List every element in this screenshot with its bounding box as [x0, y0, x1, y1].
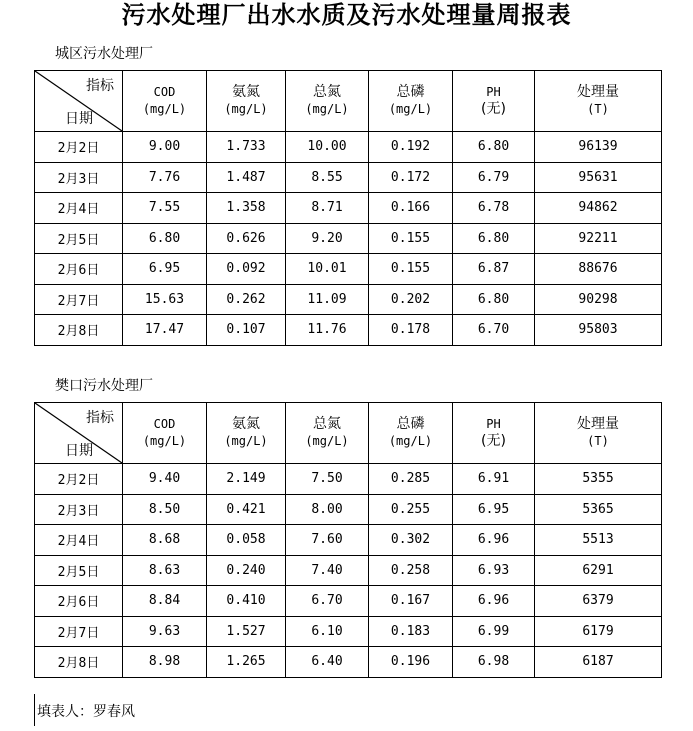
corner-header-cell	[35, 403, 123, 464]
header-text: 处理量	[577, 416, 619, 432]
value-cell: 1.358	[207, 193, 286, 224]
value-cell: 6.80	[453, 223, 535, 254]
value-cell: 0.240	[207, 555, 286, 586]
value-cell: 6.95	[453, 494, 535, 525]
value-cell: 0.092	[207, 254, 286, 285]
header-text: (mg/L)	[224, 434, 268, 448]
col-header-total-nitrogen	[286, 403, 369, 464]
table-row	[35, 555, 662, 586]
report-title: 污水处理厂出水水质及污水处理量周报表	[121, 0, 572, 29]
date-label: 日期	[65, 111, 93, 127]
date-cell: 2月5日	[35, 223, 123, 254]
header-text: (mg/L)	[142, 102, 187, 116]
header-text: 氨氮	[232, 416, 260, 432]
value-cell: 0.058	[207, 525, 286, 556]
table-row	[35, 254, 662, 285]
date-label: 日期	[65, 443, 93, 459]
value-cell: 94862	[535, 193, 662, 224]
plant-name-fankou: 樊口污水处理厂	[55, 378, 153, 394]
value-cell: 8.84	[123, 586, 207, 617]
header-text: (mg/L)	[388, 434, 433, 448]
value-cell: 6.70	[286, 586, 369, 617]
col-header-cod	[123, 71, 207, 132]
table-row	[35, 525, 662, 556]
table-row	[35, 284, 662, 315]
value-cell: 0.202	[369, 284, 453, 315]
header-text: (T)	[587, 434, 609, 448]
table-row	[35, 647, 662, 678]
value-cell: 8.98	[123, 647, 207, 678]
footer-divider	[34, 694, 35, 726]
header-text: (mg/L)	[142, 434, 187, 448]
value-cell: 6.96	[453, 525, 535, 556]
value-cell: 0.172	[369, 162, 453, 193]
value-cell: 0.258	[369, 555, 453, 586]
value-cell: 90298	[535, 284, 662, 315]
value-cell: 8.71	[286, 193, 369, 224]
col-header-volume	[535, 71, 662, 132]
water-quality-table-fankou	[34, 402, 662, 678]
value-cell: 1.487	[207, 162, 286, 193]
value-cell: 15.63	[123, 284, 207, 315]
value-cell: 6187	[535, 647, 662, 678]
col-header-ammonia	[207, 403, 286, 464]
header-text: 总磷	[396, 84, 425, 100]
value-cell: 0.421	[207, 494, 286, 525]
value-cell: 5365	[535, 494, 662, 525]
value-cell: 6.10	[286, 616, 369, 647]
value-cell: 95803	[535, 315, 662, 346]
header-text: 氨氮	[232, 84, 260, 100]
col-header-ph	[453, 71, 535, 132]
value-cell: 0.167	[369, 586, 453, 617]
date-cell: 2月7日	[35, 616, 123, 647]
value-cell: 17.47	[123, 315, 207, 346]
value-cell: 9.40	[123, 464, 207, 495]
water-quality-table-chengqu	[34, 70, 662, 346]
value-cell: 92211	[535, 223, 662, 254]
value-cell: 6.80	[453, 132, 535, 163]
value-cell: 6.99	[453, 616, 535, 647]
header-text: COD	[153, 85, 176, 99]
col-header-cod	[123, 403, 207, 464]
filled-by-signature: 填表人：罗春风	[37, 704, 135, 720]
value-cell: 6.40	[286, 647, 369, 678]
table-row	[35, 586, 662, 617]
value-cell: 8.63	[123, 555, 207, 586]
value-cell: 6291	[535, 555, 662, 586]
value-cell: 96139	[535, 132, 662, 163]
value-cell: 5355	[535, 464, 662, 495]
table-header-row	[35, 403, 662, 464]
value-cell: 11.76	[286, 315, 369, 346]
date-cell: 2月2日	[35, 132, 123, 163]
table-row	[35, 616, 662, 647]
col-header-total-phosphorus	[369, 71, 453, 132]
value-cell: 0.255	[369, 494, 453, 525]
value-cell: 7.40	[286, 555, 369, 586]
value-cell: 0.302	[369, 525, 453, 556]
value-cell: 5513	[535, 525, 662, 556]
value-cell: 6.91	[453, 464, 535, 495]
corner-header-cell	[35, 71, 123, 132]
col-header-total-phosphorus	[369, 403, 453, 464]
header-text: (mg/L)	[224, 102, 268, 116]
header-text: 总氮	[313, 84, 341, 100]
col-header-volume	[535, 403, 662, 464]
value-cell: 9.00	[123, 132, 207, 163]
table-header-row	[35, 71, 662, 132]
header-text: (无)	[481, 433, 506, 449]
value-cell: 10.01	[286, 254, 369, 285]
date-cell: 2月8日	[35, 647, 123, 678]
value-cell: 0.183	[369, 616, 453, 647]
table-row	[35, 193, 662, 224]
value-cell: 0.166	[369, 193, 453, 224]
value-cell: 0.107	[207, 315, 286, 346]
value-cell: 8.50	[123, 494, 207, 525]
value-cell: 6.98	[453, 647, 535, 678]
value-cell: 0.155	[369, 254, 453, 285]
header-text: (mg/L)	[305, 102, 349, 116]
value-cell: 9.63	[123, 616, 207, 647]
date-cell: 2月3日	[35, 494, 123, 525]
value-cell: 10.00	[286, 132, 369, 163]
value-cell: 0.155	[369, 223, 453, 254]
value-cell: 0.626	[207, 223, 286, 254]
col-header-ph	[453, 403, 535, 464]
value-cell: 7.76	[123, 162, 207, 193]
date-cell: 2月6日	[35, 254, 123, 285]
header-text: COD	[153, 417, 176, 431]
indicator-label: 指标	[86, 410, 114, 426]
col-header-total-nitrogen	[286, 71, 369, 132]
header-text: (mg/L)	[305, 434, 349, 448]
plant-name-chengqu: 城区污水处理厂	[55, 46, 153, 62]
value-cell: 11.09	[286, 284, 369, 315]
value-cell: 8.68	[123, 525, 207, 556]
header-text: (T)	[587, 102, 609, 116]
value-cell: 0.410	[207, 586, 286, 617]
header-text: (mg/L)	[388, 102, 433, 116]
value-cell: 0.178	[369, 315, 453, 346]
value-cell: 1.265	[207, 647, 286, 678]
value-cell: 8.55	[286, 162, 369, 193]
value-cell: 6.70	[453, 315, 535, 346]
date-cell: 2月3日	[35, 162, 123, 193]
value-cell: 6.78	[453, 193, 535, 224]
date-cell: 2月2日	[35, 464, 123, 495]
value-cell: 9.20	[286, 223, 369, 254]
value-cell: 0.192	[369, 132, 453, 163]
col-header-ammonia	[207, 71, 286, 132]
table-row	[35, 132, 662, 163]
date-cell: 2月4日	[35, 193, 123, 224]
value-cell: 8.00	[286, 494, 369, 525]
date-cell: 2月7日	[35, 284, 123, 315]
value-cell: 6.87	[453, 254, 535, 285]
value-cell: 2.149	[207, 464, 286, 495]
header-text: 总磷	[396, 416, 425, 432]
value-cell: 7.55	[123, 193, 207, 224]
date-cell: 2月4日	[35, 525, 123, 556]
value-cell: 95631	[535, 162, 662, 193]
value-cell: 7.50	[286, 464, 369, 495]
header-text: PH	[486, 85, 501, 99]
value-cell: 6179	[535, 616, 662, 647]
header-text: (无)	[481, 101, 506, 117]
value-cell: 7.60	[286, 525, 369, 556]
table-row	[35, 464, 662, 495]
header-text: 处理量	[577, 84, 619, 100]
value-cell: 88676	[535, 254, 662, 285]
value-cell: 6.93	[453, 555, 535, 586]
table-row	[35, 223, 662, 254]
table-row	[35, 315, 662, 346]
value-cell: 6.80	[453, 284, 535, 315]
value-cell: 0.196	[369, 647, 453, 678]
date-cell: 2月6日	[35, 586, 123, 617]
value-cell: 1.733	[207, 132, 286, 163]
header-text: 总氮	[313, 416, 341, 432]
value-cell: 1.527	[207, 616, 286, 647]
value-cell: 0.285	[369, 464, 453, 495]
value-cell: 6379	[535, 586, 662, 617]
header-text: PH	[486, 417, 501, 431]
table-row	[35, 162, 662, 193]
value-cell: 6.96	[453, 586, 535, 617]
date-cell: 2月5日	[35, 555, 123, 586]
table-row	[35, 494, 662, 525]
value-cell: 6.80	[123, 223, 207, 254]
value-cell: 6.95	[123, 254, 207, 285]
value-cell: 0.262	[207, 284, 286, 315]
indicator-label: 指标	[86, 78, 114, 94]
value-cell: 6.79	[453, 162, 535, 193]
date-cell: 2月8日	[35, 315, 123, 346]
